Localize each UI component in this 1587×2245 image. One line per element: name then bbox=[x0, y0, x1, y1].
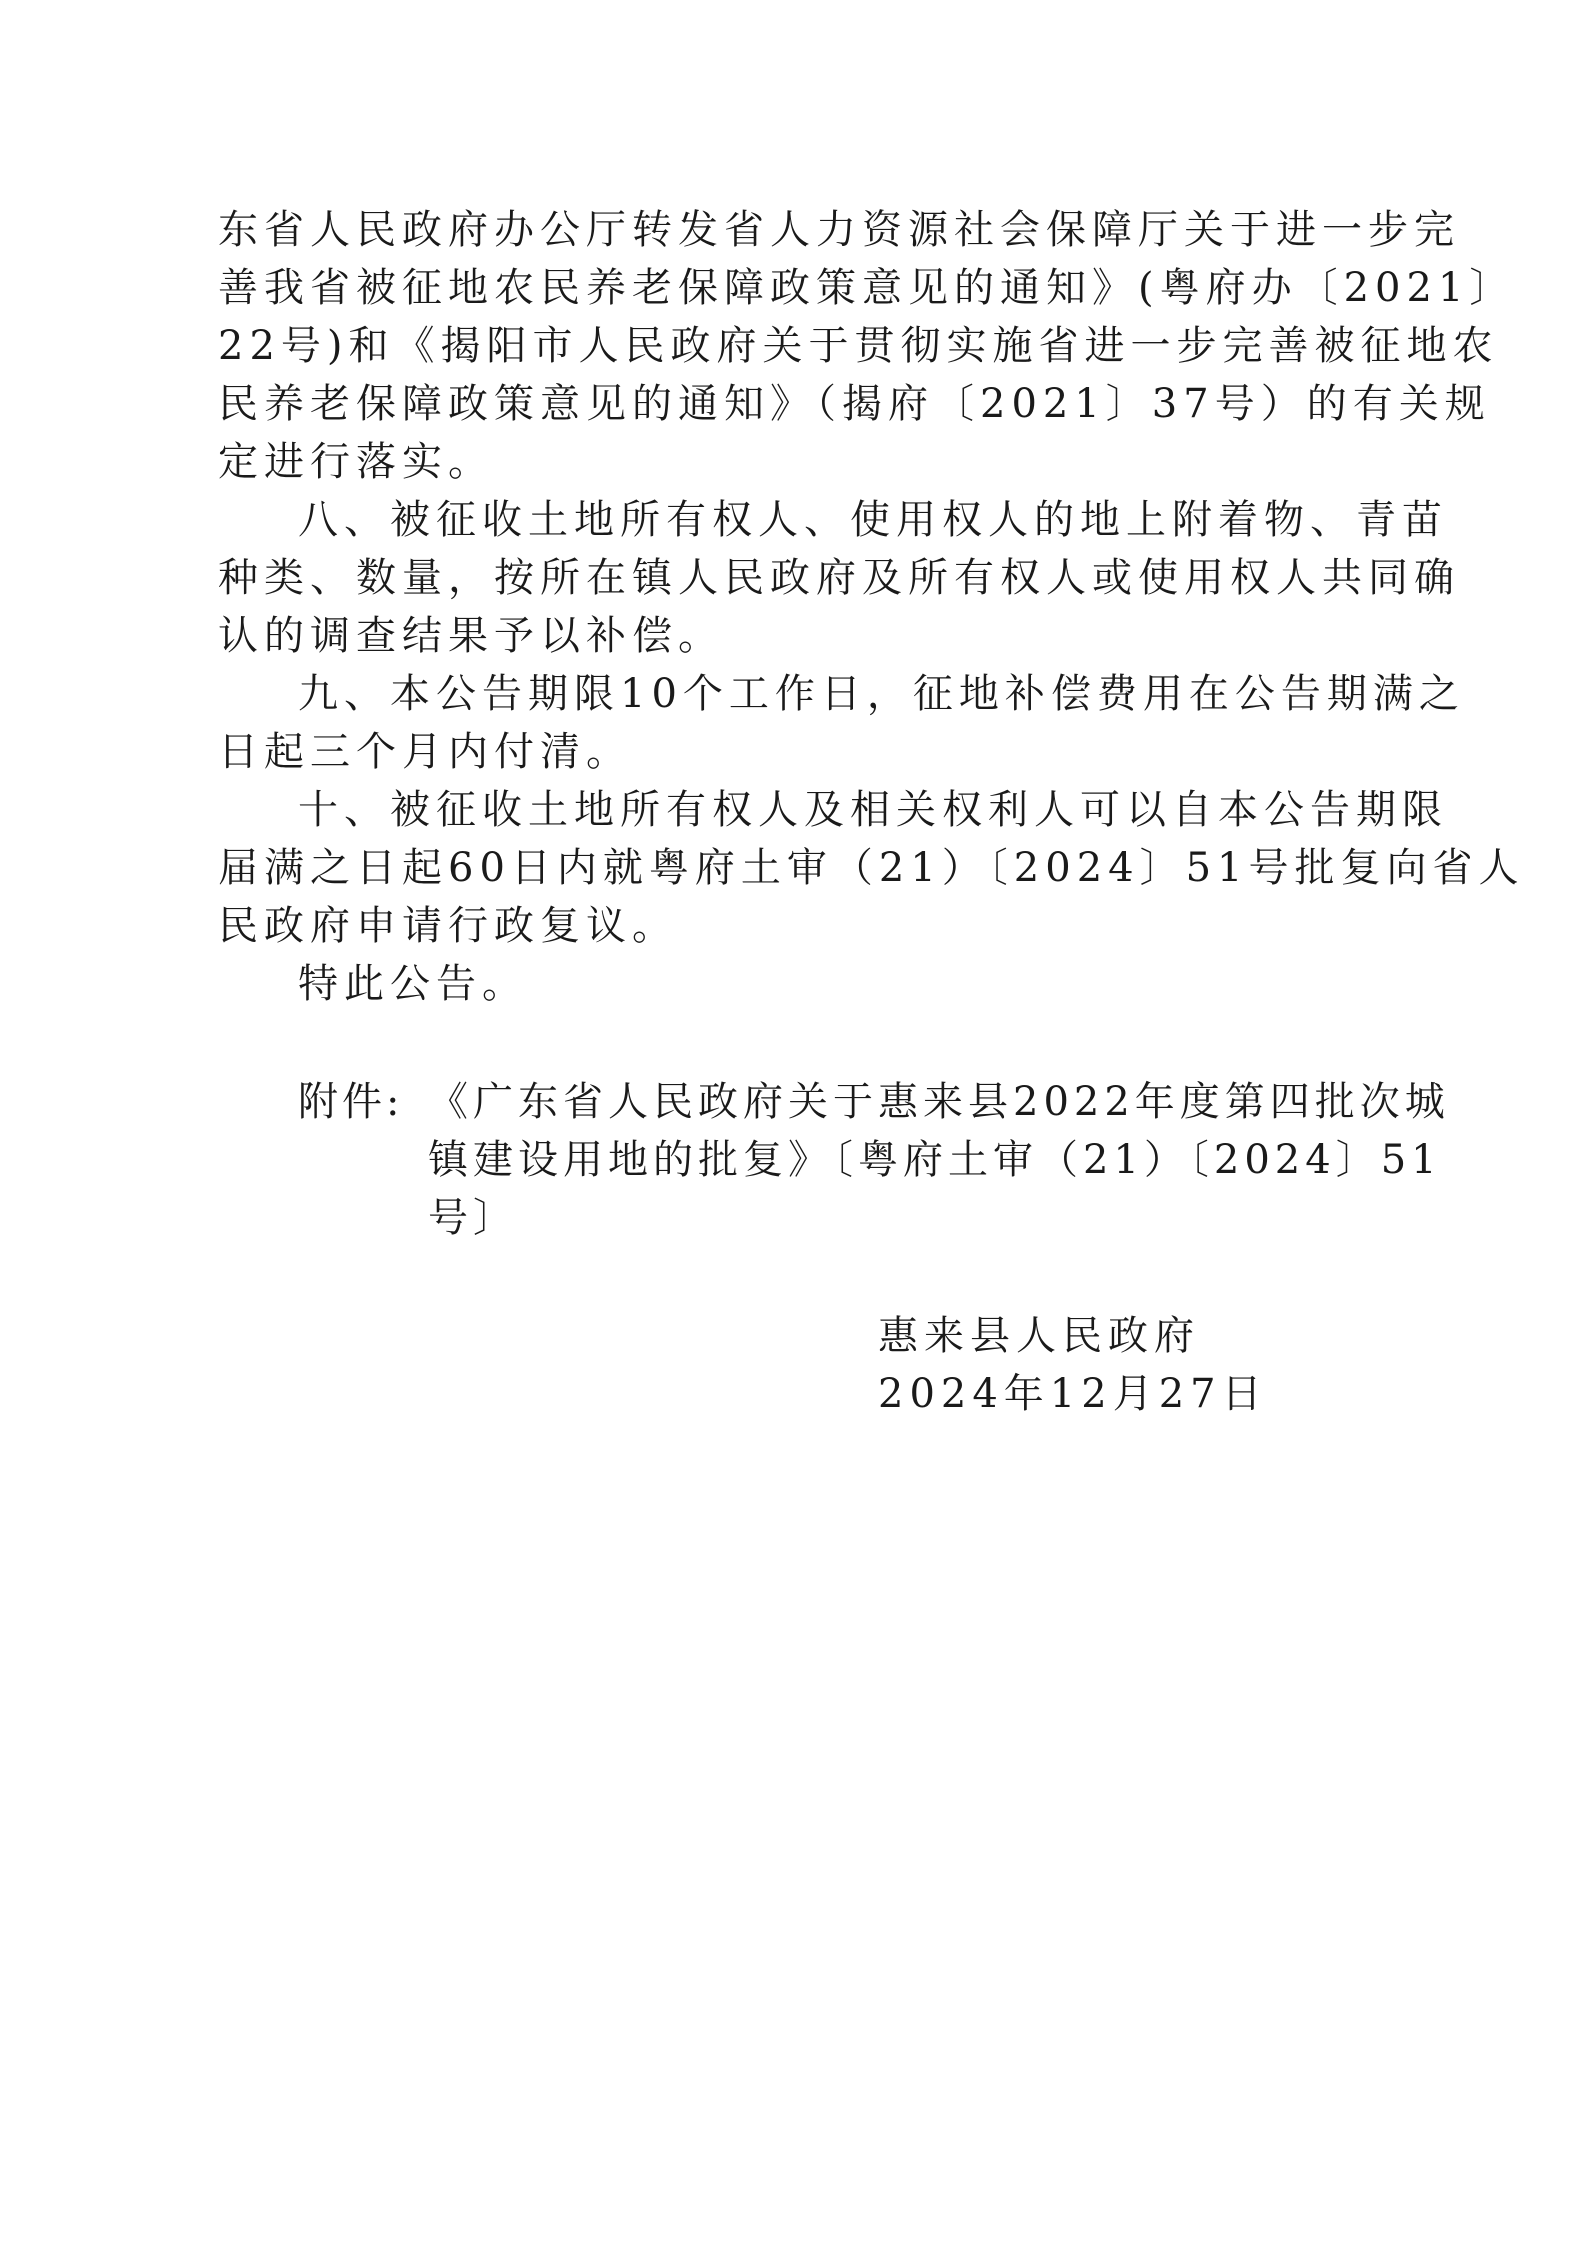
body-line: 22号)和《揭阳市人民政府关于贯彻实施省进一步完善被征地农 bbox=[218, 323, 1499, 369]
attachment-title-line: 《广东省人民政府关于惠来县2022年度第四批次城 bbox=[428, 1079, 1450, 1125]
attachment-label: 附件: bbox=[298, 1079, 404, 1125]
closing-text: 特此公告。 bbox=[298, 961, 528, 1007]
item-9-line: 日起三个月内付清。 bbox=[218, 729, 632, 775]
item-10-line: 届满之日起60日内就粤府土审（21）〔2024〕51号批复向省人 bbox=[218, 845, 1525, 891]
issuer-name: 惠来县人民政府 bbox=[878, 1313, 1200, 1359]
body-line: 定进行落实。 bbox=[218, 439, 494, 485]
body-line: 东省人民政府办公厅转发省人力资源社会保障厅关于进一步完 bbox=[218, 207, 1460, 253]
issue-date: 2024年12月27日 bbox=[878, 1371, 1268, 1417]
item-8-line: 种类、数量，按所在镇人民政府及所有权人或使用权人共同确 bbox=[218, 555, 1460, 601]
body-line: 善我省被征地农民养老保障政策意见的通知》(粤府办〔2021〕 bbox=[218, 265, 1516, 311]
attachment-title-line: 镇建设用地的批复》〔粤府土审（21）〔2024〕51 bbox=[428, 1137, 1442, 1183]
item-8-line: 八、被征收土地所有权人、使用权人的地上附着物、青苗 bbox=[298, 497, 1448, 543]
item-10-line: 民政府申请行政复议。 bbox=[218, 903, 678, 949]
attachment-title-line: 号〕 bbox=[428, 1195, 518, 1241]
body-line: 民养老保障政策意见的通知》（揭府〔2021〕37号）的有关规 bbox=[218, 381, 1491, 427]
item-8-line: 认的调查结果予以补偿。 bbox=[218, 613, 724, 659]
item-9-line: 九、本公告期限10个工作日，征地补偿费用在公告期满之 bbox=[298, 671, 1465, 717]
item-10-line: 十、被征收土地所有权人及相关权利人可以自本公告期限 bbox=[298, 787, 1448, 833]
